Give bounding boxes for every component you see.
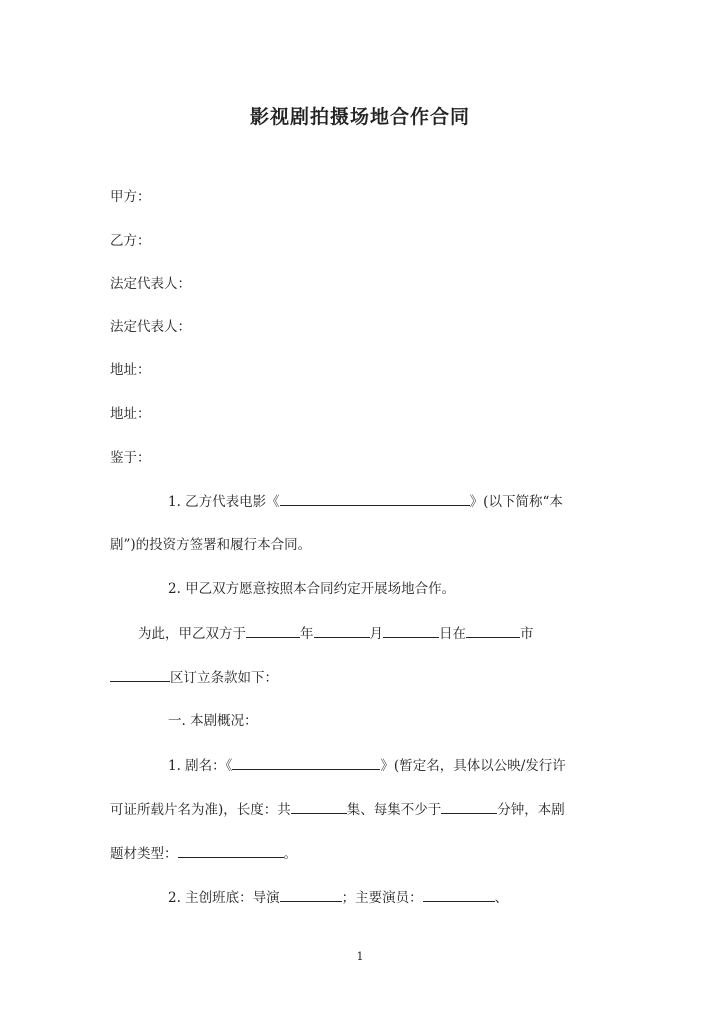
item-1-suffix: 》(暂定名，具体以公映/发行许: [380, 758, 566, 774]
hereby-line-1: [138, 624, 534, 643]
hereby-text: 为此，甲乙双方于: [138, 626, 246, 642]
month-label: 月: [369, 626, 383, 642]
genre-period: 。: [283, 846, 297, 862]
address-label-a: 地址：: [110, 362, 151, 378]
district-label: 区订立条款如下：: [170, 670, 278, 686]
party-b-label: 乙方：: [110, 233, 151, 249]
clause-2: 2. 甲乙双方愿意按照本合同约定开展场地合作。: [168, 581, 456, 597]
item-1-length-text: 可证所载片名为准)，长度：共: [110, 802, 291, 818]
item-1-line-2: [110, 800, 565, 819]
item-1-episode-text: 集、每集不少于: [346, 802, 442, 818]
item-2-suffix: 、: [494, 890, 509, 906]
whereas-label: 鉴于：: [110, 450, 151, 466]
hereby-line-2: [110, 668, 278, 687]
month-blank: [314, 624, 370, 638]
clause-1-prefix: 1. 乙方代表电影《: [168, 494, 280, 510]
address-label-b: 地址：: [110, 406, 151, 422]
item-1-line-1: [168, 756, 566, 775]
document-title: 影视剧拍摄场地合作合同: [249, 106, 470, 128]
year-label: 年: [300, 626, 314, 642]
drama-title-blank: [232, 756, 380, 770]
item-1-minutes-text: 分钟，本剧: [497, 802, 565, 818]
minutes-blank: [441, 800, 497, 814]
year-blank: [246, 624, 300, 638]
director-blank: [280, 888, 342, 902]
city-blank: [466, 624, 520, 638]
item-2-mid: ；主要演员：: [341, 890, 423, 906]
genre-label: 题材类型：: [110, 846, 178, 862]
district-blank: [110, 668, 170, 682]
episode-count-blank: [291, 800, 347, 814]
clause-1-suffix: 》(以下简称“本: [469, 494, 563, 510]
item-1-prefix: 1. 剧名：《: [168, 758, 233, 774]
page-number: 1: [356, 950, 364, 963]
party-a-label: 甲方：: [110, 189, 151, 205]
actor-blank: [423, 888, 495, 902]
legal-rep-label-b: 法定代表人：: [110, 319, 191, 335]
item-2-line: [168, 888, 508, 907]
item-2-prefix: 2. 主创班底：导演: [168, 890, 280, 906]
day-blank: [383, 624, 439, 638]
section-1-heading: 一. 本剧概况：: [168, 713, 258, 729]
item-1-line-3: [110, 844, 297, 863]
legal-rep-label-a: 法定代表人：: [110, 276, 191, 292]
clause-1-line-1: [168, 492, 563, 511]
genre-blank: [178, 844, 284, 858]
city-label: 市: [520, 626, 534, 642]
clause-1-line-2: 剧”)的投资方签署和履行本合同。: [110, 537, 312, 553]
day-label: 日在: [439, 626, 466, 642]
film-title-blank: [280, 492, 470, 506]
